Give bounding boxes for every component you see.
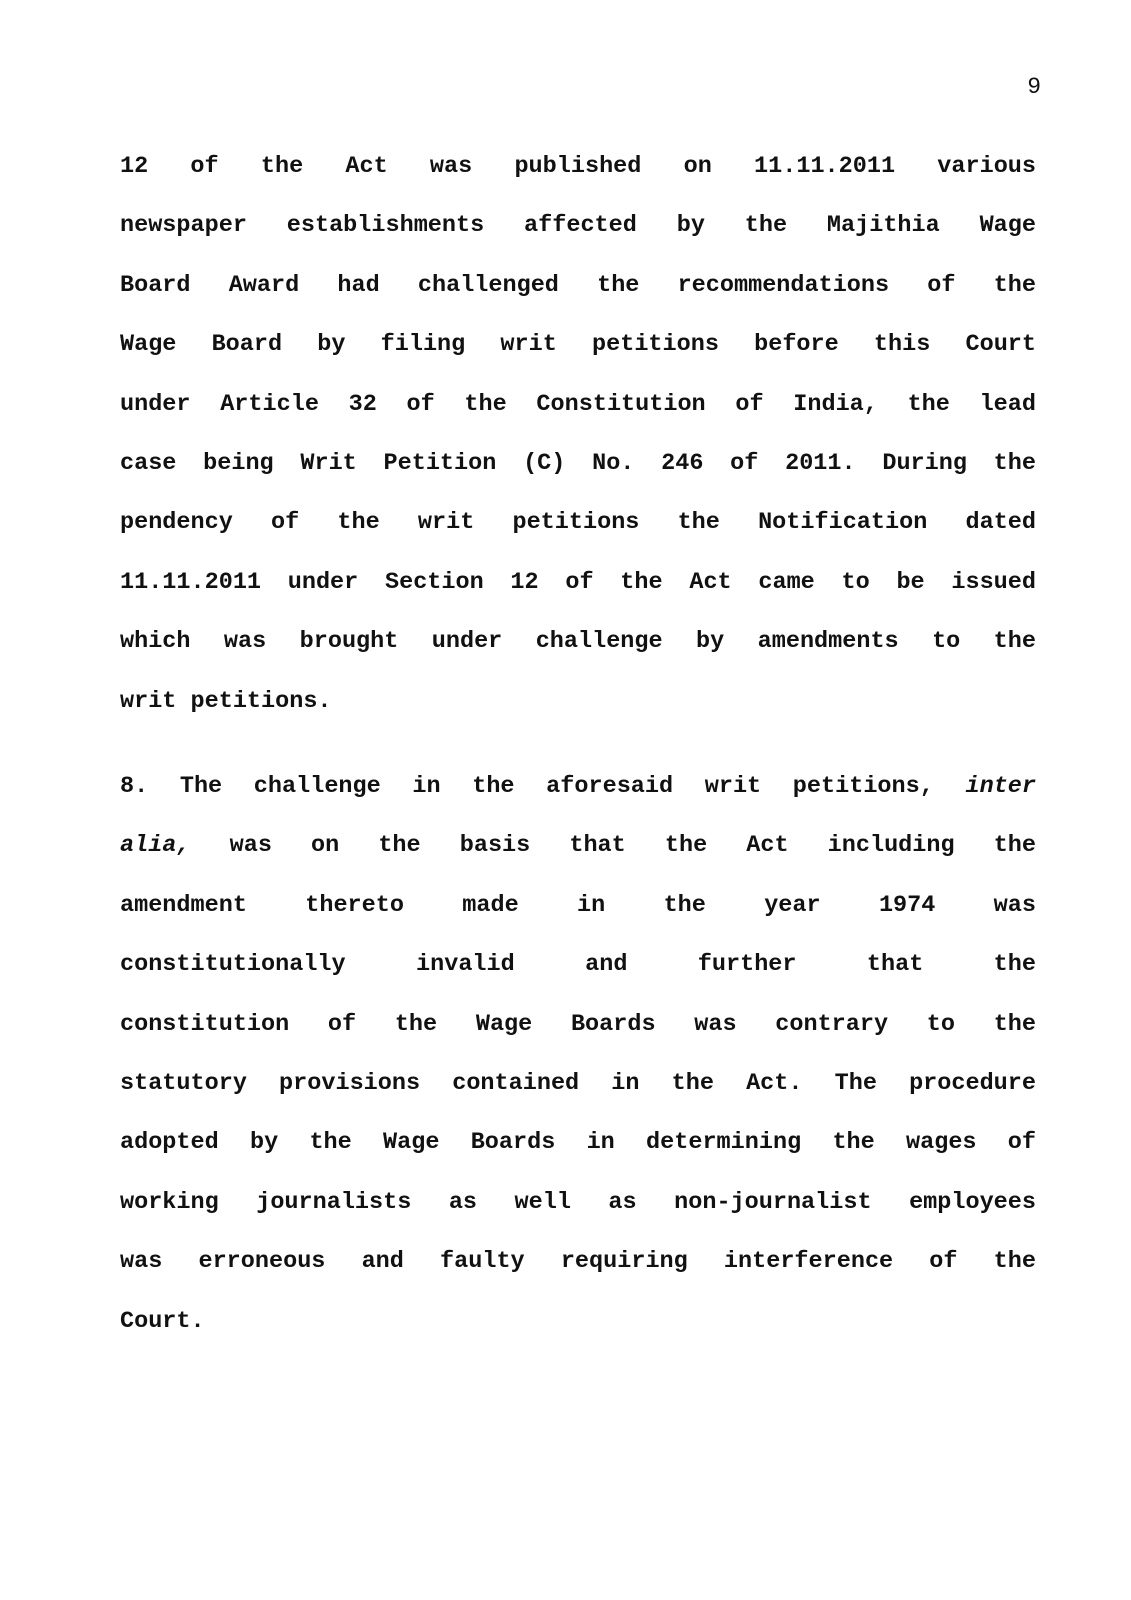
- text-line: which was brought under challenge by amendments to the: [120, 628, 1036, 656]
- text-line: Board Award had challenged the recommendations of the: [120, 271, 1036, 299]
- text-segment: 8. The challenge in the aforesaid writ petitions,: [120, 773, 934, 800]
- italic-text: inter: [965, 773, 1036, 800]
- text-line: [120, 831, 1036, 890]
- text-line: amendment thereto made in the year 1974 was: [120, 891, 1036, 919]
- text-line: 12 of the Act was published on 11.11.2011 various: [120, 153, 1036, 180]
- text-line: Court.: [120, 1307, 205, 1335]
- text-line: 11.11.2011 under Section 12 of the Act came to be issued: [120, 568, 1036, 596]
- text-line: constitution of the Wage Boards was contrary to the: [120, 1010, 1036, 1038]
- text-line: statutory provisions contained in the Act. The procedure: [120, 1069, 1036, 1097]
- text-line: newspaper establishments affected by the Majithia Wage: [120, 212, 1036, 240]
- text-line: under Article 32 of the Constitution of India, the lead: [120, 390, 1036, 418]
- paragraph-continued: [120, 152, 1036, 746]
- paragraph-8: [120, 772, 1036, 1366]
- text-line: adopted by the Wage Boards in determining the wages of: [120, 1129, 1036, 1157]
- text-line: [120, 772, 1036, 831]
- page-number: 9: [1027, 74, 1041, 100]
- text-line: pendency of the writ petitions the Notification dated: [120, 509, 1036, 537]
- text-line: writ petitions.: [120, 687, 332, 715]
- italic-text: alia,: [120, 832, 191, 860]
- text-line: case being Writ Petition (C) No. 246 of 2011. During the: [120, 449, 1036, 477]
- text-segment: was on the basis that the Act including the: [229, 832, 1036, 860]
- text-line: working journalists as well as non-journalist employees: [120, 1188, 1036, 1216]
- text-line: constitutionally invalid and further that the: [120, 951, 1036, 979]
- text-line: Wage Board by filing writ petitions before this Court: [120, 331, 1036, 359]
- text-line: was erroneous and faulty requiring interference of the: [120, 1248, 1036, 1276]
